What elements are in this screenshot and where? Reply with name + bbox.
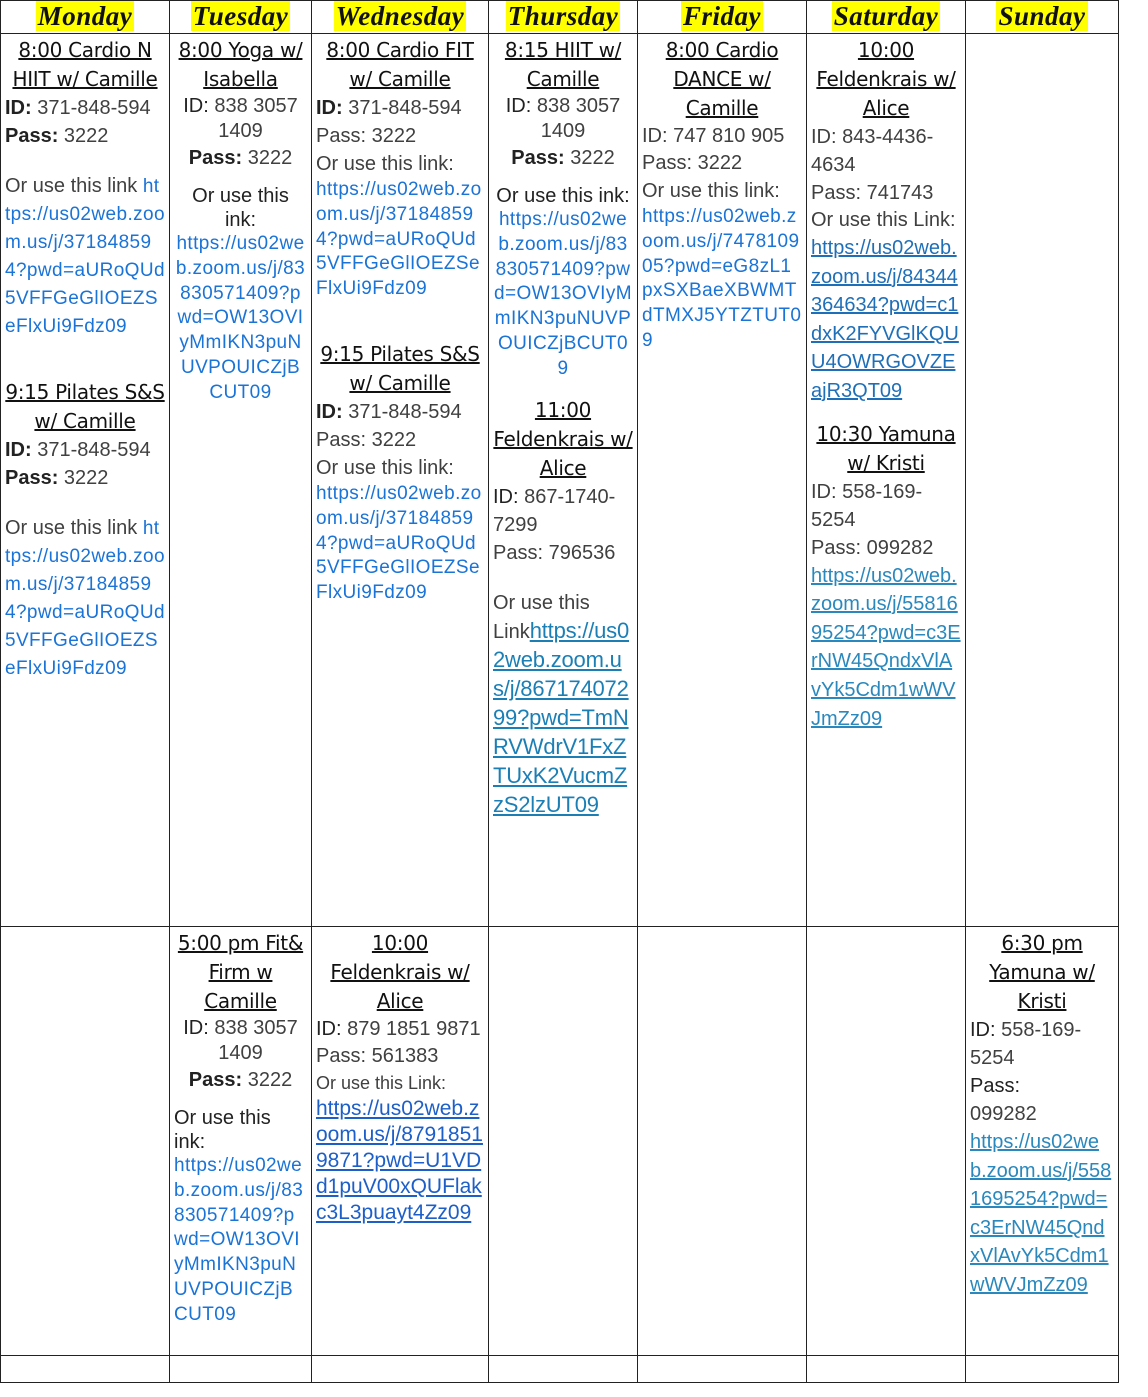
zoom-link-text: Or use this link https://us02web.zoom.us/j/371848594?pwd=aURoQUd5VFFGeGlIOEZSeFlxUi9Fdz09	[5, 517, 165, 679]
class-title: 9:15 Pilates S&S w/ Camille	[320, 341, 480, 395]
zoom-link-text: Or use this link https://us02web.zoom.us/j/371848594?pwd=aURoQUd5VFFGeGlIOEZSeFlxUi9Fdz09	[5, 175, 165, 337]
class-title: 8:00 Cardio DANCE w/ Camille	[665, 38, 779, 120]
cell-friday-evening	[638, 927, 807, 1356]
meeting-id: ID: 558-169-5254	[970, 1019, 1082, 1069]
zoom-link-label: Or use this link:	[642, 180, 780, 202]
zoom-link[interactable]: https://us02web.zoom.us/j/5581695254?pwd=c3ErNW45QndxVlAvYk5Cdm1wWVJmZz09	[970, 1131, 1112, 1296]
cell-saturday-evening	[807, 927, 966, 1356]
class-block	[811, 36, 961, 406]
class-block	[316, 36, 484, 302]
meeting-id: ID: 879 1851 9871	[316, 1018, 481, 1040]
cell-monday-morning	[1, 34, 170, 927]
meeting-id: ID: 838 3057 1409	[183, 95, 298, 142]
passcode: Pass: 3222	[316, 428, 417, 451]
passcode: Pass: 3222	[188, 1069, 293, 1091]
cell-friday-morning	[638, 34, 807, 927]
class-title: 8:00 Cardio N HIIT w/ Camille	[12, 38, 158, 91]
meeting-id: ID: 371-848-594	[316, 400, 462, 423]
cell-tuesday-morning	[170, 34, 312, 927]
class-title: 10:00 Feldenkrais w/ Alice	[816, 38, 956, 120]
zoom-link-label: Or use this ink:	[496, 185, 630, 207]
cell-sunday-evening	[966, 927, 1119, 1356]
cell-thursday-evening	[489, 927, 638, 1356]
meeting-id: ID: 747 810 905	[642, 125, 785, 147]
empty-row	[1, 1356, 1119, 1383]
zoom-link[interactable]: https://us02web.zoom.us/j/747810905?pwd=eG8zL1pxSXBaeXBWMTdTMXJ5YTZTUT09	[642, 206, 802, 351]
class-title: 6:30 pm Yamuna w/ Kristi	[989, 931, 1095, 1013]
class-title: 8:00 Cardio FIT w/ Camille	[326, 38, 474, 91]
zoom-link[interactable]: https://us02web.zoom.us/j/83830571409?pwd=OW13OVIyMmIKN3puNUVPOUICZjBCUT09	[175, 233, 306, 403]
header-row	[1, 1, 1119, 34]
passcode: Pass: 3222	[188, 147, 293, 169]
class-title: 11:00 Feldenkrais w/ Alice	[493, 397, 633, 480]
cell-wednesday-morning	[312, 34, 489, 927]
day-header-friday: Friday	[638, 1, 807, 34]
zoom-link[interactable]: https://us02web.zoom.us/j/371848594?pwd=aURoQUd5VFFGeGlIOEZSeFlxUi9Fdz09	[316, 482, 482, 604]
class-block	[811, 420, 961, 734]
zoom-link[interactable]: https://us02web.zoom.us/j/83830571409?pwd=OW13OVIyMmIKN3puNUVPOUICZjBCUT09	[174, 1155, 304, 1325]
meeting-id: ID: 371-848-594	[5, 439, 151, 461]
day-header-thursday: Thursday	[489, 1, 638, 34]
zoom-link[interactable]: https://us02web.zoom.us/j/371848594?pwd=aURoQUd5VFFGeGlIOEZSeFlxUi9Fdz09	[316, 179, 482, 300]
passcode: Pass: 3222	[642, 152, 743, 174]
zoom-link-label: Or use this Link:	[316, 1073, 447, 1093]
meeting-id: ID: 371-848-594	[5, 97, 151, 119]
zoom-link[interactable]: https://us02web.zoom.us/j/371848594?pwd=aURoQUd5VFFGeGlIOEZSeFlxUi9Fdz09	[5, 176, 165, 337]
meeting-id: ID: 838 3057 1409	[505, 95, 621, 142]
zoom-link-label: Or use this ink:	[192, 185, 289, 231]
zoom-link[interactable]: https://us02web.zoom.us/j/5581695254?pwd=c3ErNW45QndxVlAvYk5Cdm1wWVJmZz09	[811, 564, 961, 730]
class-block	[316, 929, 484, 1226]
cell-tuesday-evening	[170, 927, 312, 1356]
meeting-id: ID: 838 3057 1409	[183, 1017, 298, 1064]
class-block	[970, 929, 1114, 1300]
class-title: 8:15 HIIT w/ Camille	[504, 38, 622, 91]
class-block	[493, 396, 633, 820]
class-title: 8:00 Yoga w/ Isabella	[178, 38, 303, 91]
cell-wednesday-evening	[312, 927, 489, 1356]
zoom-link-text: Or use this Link: https://us02web.zoom.us/j/84344364634?pwd=c1dxK2FYVGlKQUU4OWRGOVZEajR3QT09	[811, 209, 959, 402]
class-title: 9:15 Pilates S&S w/ Camille	[5, 380, 165, 433]
passcode: Pass: 3222	[5, 125, 109, 147]
meeting-id: ID: 843-4436-4634	[811, 126, 934, 176]
passcode: Pass: 741743	[811, 182, 934, 204]
meeting-id: ID: 558-169-5254	[811, 480, 923, 531]
zoom-link[interactable]: https://us02web.zoom.us/j/84344364634?pwd=c1dxK2FYVGlKQUU4OWRGOVZEajR3QT09	[811, 237, 959, 402]
day-header-monday: Monday	[1, 1, 170, 34]
zoom-link[interactable]: https://us02web.zoom.us/j/371848594?pwd=aURoQUd5VFFGeGlIOEZSeFlxUi9Fdz09	[5, 518, 165, 679]
class-block	[174, 36, 307, 406]
zoom-link[interactable]: https://us02web.zoom.us/j/83830571409?pwd=OW13OVIyMmIKN3puNUVPOUICZjBCUT09	[494, 209, 632, 379]
day-header-tuesday: Tuesday	[170, 1, 312, 34]
zoom-link[interactable]: https://us02web.zoom.us/j/86717407299?pwd=TmNRVWdrV1FxZTUxK2VucmZzS2lzUT09	[493, 617, 630, 817]
morning-row	[1, 34, 1119, 927]
cell-monday-evening	[1, 927, 170, 1356]
passcode: Pass: 3222	[511, 147, 615, 169]
class-block	[5, 36, 165, 340]
zoom-link-label: Or use this link:	[316, 456, 454, 479]
passcode: Pass: 099282	[970, 1075, 1037, 1125]
class-block	[493, 36, 633, 382]
class-block	[5, 378, 165, 682]
cell-saturday-morning	[807, 34, 966, 927]
meeting-id: ID: 371-848-594	[316, 97, 462, 119]
cell-sunday-morning	[966, 34, 1119, 927]
class-block	[642, 36, 802, 354]
passcode: Pass: 3222	[316, 125, 417, 147]
zoom-link-label: Or use this ink:	[174, 1107, 271, 1153]
evening-row	[1, 927, 1119, 1356]
passcode: Pass: 796536	[493, 541, 616, 564]
passcode: Pass: 099282	[811, 536, 934, 559]
class-title: 10:30 Yamuna w/ Kristi	[816, 421, 956, 475]
class-title: 10:00 Feldenkrais w/ Alice	[330, 931, 470, 1013]
day-header-saturday: Saturday	[807, 1, 966, 34]
day-header-sunday: Sunday	[966, 1, 1119, 34]
class-title: 5:00 pm Fit& Firm w Camille	[177, 931, 304, 1013]
zoom-link-text: Or use this Linkhttps://us02web.zoom.us/j/86717407299?pwd=TmNRVWdrV1FxZTUxK2VucmZzS2lzUT09	[493, 591, 630, 817]
day-header-wednesday: Wednesday	[312, 1, 489, 34]
class-block	[174, 929, 307, 1328]
zoom-link[interactable]: https://us02web.zoom.us/j/87918519871?pwd=U1VDd1puV00xQUFlakc3L3puayt4Zz09	[316, 1097, 483, 1224]
zoom-link-label: Or use this link:	[316, 153, 454, 175]
class-block	[316, 340, 484, 606]
passcode: Pass: 3222	[5, 467, 109, 489]
passcode: Pass: 561383	[316, 1045, 439, 1067]
cell-thursday-morning	[489, 34, 638, 927]
meeting-id: ID: 867-1740-7299	[493, 485, 616, 536]
